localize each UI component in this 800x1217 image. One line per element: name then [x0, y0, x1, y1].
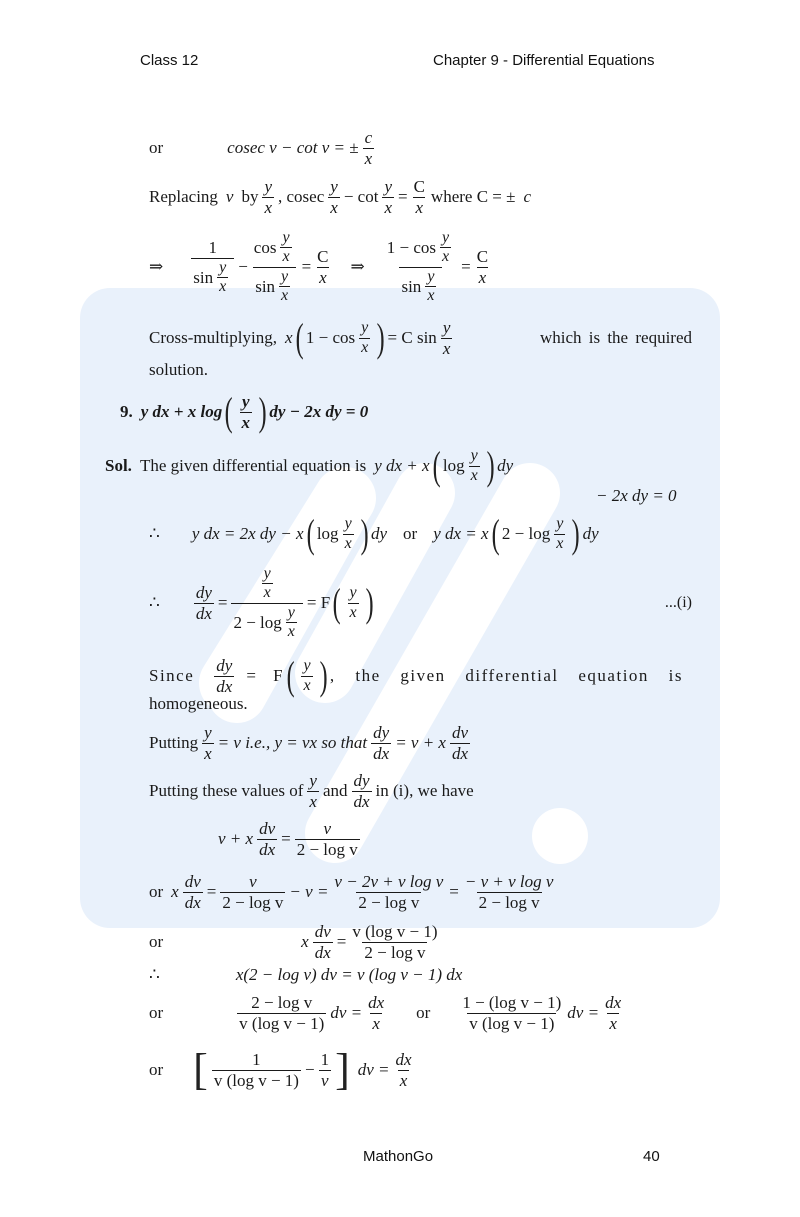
therefore-symbol: ∴ — [149, 965, 160, 984]
equals: = — [217, 593, 228, 613]
or-label: or — [403, 524, 418, 543]
equals: = — [336, 932, 347, 952]
text: y dx = x — [433, 524, 489, 543]
num: y — [361, 319, 369, 337]
solution-start: Sol. The given differential equation is y dx + x ( log $\frac{y}{x}$ ) dy — [105, 443, 514, 488]
den: x — [384, 197, 392, 217]
text: − 2x dy = 0 — [596, 486, 677, 505]
den: v — [321, 1070, 329, 1090]
den: x — [287, 623, 295, 641]
num: dv — [451, 723, 469, 742]
den: x — [281, 287, 289, 305]
den: x — [372, 1013, 380, 1033]
den: x — [330, 197, 338, 217]
text: cos — [253, 238, 277, 258]
num: y — [349, 584, 357, 602]
text: where C = ± — [430, 187, 516, 207]
text: sin — [193, 267, 214, 287]
num: y — [427, 267, 435, 285]
question-9: 9. y dx + x log ( $\frac{y}{x}$ ) dy − 2x dy = 0 — [120, 389, 369, 435]
line-therefore-3 — [149, 965, 462, 985]
text: in (i), we have — [375, 781, 474, 801]
line-v-plus-x — [218, 819, 364, 859]
text: and — [322, 781, 348, 801]
numerator: c — [364, 128, 373, 147]
implies-symbol: ⇒ — [149, 257, 164, 277]
var-x: x — [301, 932, 309, 952]
den: 2 − log v — [358, 892, 420, 912]
text: Putting these values of — [149, 781, 304, 801]
text: homogeneous. — [149, 694, 248, 713]
den: v (log v − 1) — [469, 1013, 555, 1033]
text: − v = — [289, 882, 329, 902]
text: dy — [497, 456, 514, 475]
den: x — [442, 248, 450, 266]
den: x — [470, 466, 478, 484]
line-putting-2 — [149, 771, 474, 811]
den: x — [319, 267, 327, 287]
num: v — [249, 872, 257, 891]
den: dx — [451, 743, 469, 763]
minus: − — [304, 1060, 315, 1079]
text: log — [442, 456, 465, 475]
or-label: or — [416, 1003, 431, 1023]
den: x — [427, 287, 435, 305]
text: Cross-multiplying, — [149, 328, 277, 348]
num: dx — [395, 1049, 412, 1069]
num: y — [384, 177, 392, 196]
den: x — [219, 278, 227, 296]
den: x — [303, 676, 311, 694]
therefore-symbol: ∴ — [149, 593, 160, 613]
footer-brand: MathonGo — [363, 1148, 434, 1165]
den: dx — [184, 892, 201, 912]
den: v (log v − 1) — [239, 1013, 325, 1033]
den: x — [282, 248, 290, 266]
text: dy — [371, 524, 388, 543]
text: log — [316, 524, 339, 543]
equals: = — [461, 257, 471, 277]
num: y — [219, 258, 227, 276]
text: solution. — [149, 360, 209, 379]
text: Replacing — [149, 187, 218, 207]
text: = v + x — [395, 733, 446, 753]
num: dy — [195, 583, 212, 603]
text: 2 − log — [233, 612, 282, 632]
or-label: or — [149, 882, 164, 902]
num: C — [413, 177, 425, 196]
den: x — [609, 1013, 617, 1033]
den: x — [344, 534, 352, 552]
line-or-2 — [149, 922, 444, 962]
line-or-3 — [149, 993, 627, 1033]
text: , the given differential equation is — [329, 666, 684, 686]
den: 2 − log v — [296, 839, 358, 859]
question-number: 9. — [120, 402, 133, 422]
equation-reference: ...(i) — [664, 594, 692, 612]
den: dx — [353, 791, 370, 811]
line-putting-1 — [149, 723, 474, 763]
text: The given differential equation is — [139, 456, 367, 475]
equals: = — [281, 829, 291, 849]
text: sin — [401, 276, 422, 296]
line-cosec-cot — [149, 128, 378, 168]
text: dv = — [330, 1003, 363, 1023]
var-v: v — [225, 187, 234, 207]
den: x — [263, 584, 271, 602]
den: dx — [195, 603, 212, 623]
num: dv — [314, 922, 331, 941]
text: x(2 − log v) dv = v (log v − 1) dx — [235, 965, 463, 984]
line-cross-multiplying: Cross-multiplying, x ( 1 − cos $\frac{y}{x}$ ) = C sin $\frac{y}{x}$ which is the required — [149, 315, 692, 361]
expression: cosec v − cot v = ± — [227, 138, 359, 158]
den: x — [556, 534, 564, 552]
var-x: x — [171, 882, 179, 902]
den: v (log v − 1) — [213, 1070, 299, 1090]
header-chapter-title: Chapter 9 - Differential Equations — [433, 52, 655, 69]
text: sin — [255, 276, 276, 296]
num: 2 − log v — [251, 993, 313, 1012]
var-x: x — [284, 328, 293, 348]
text: 1 − cos — [386, 238, 437, 258]
text: − cot — [343, 187, 379, 207]
line-therefore-2: ∴ $\frac{dy}{dx}$ = $\frac{y}{x}$ 2 − log $\frac{y}{x}$ = F ( $\frac{y}{x}$ ) ...(i) — [149, 565, 692, 641]
equals: = — [449, 882, 459, 902]
text: dv = — [357, 1060, 390, 1079]
den: x — [264, 197, 273, 217]
num: v (log v − 1) — [352, 922, 438, 941]
num: y — [262, 565, 273, 584]
therefore-symbol: ∴ — [149, 524, 160, 543]
num: y — [330, 177, 338, 196]
equals: = — [397, 187, 408, 207]
num: dv — [184, 872, 201, 891]
denominator: x — [364, 148, 373, 168]
num: y — [204, 723, 212, 742]
text: which is the required — [539, 328, 692, 348]
text: = F — [306, 593, 331, 613]
den: x — [442, 338, 451, 358]
line-homogeneous — [149, 694, 248, 714]
implies-symbol: ⇒ — [350, 257, 365, 277]
den: dx — [216, 676, 233, 696]
num: y — [242, 392, 250, 411]
num: C — [317, 247, 329, 267]
num: y — [264, 177, 273, 196]
den: 2 − log v — [222, 892, 284, 912]
num: dy — [373, 723, 390, 742]
text: y dx = 2x dy − x — [191, 524, 304, 543]
text: v + x — [218, 829, 254, 849]
equals: = — [301, 257, 312, 277]
num: y — [309, 771, 317, 790]
num: y — [470, 447, 478, 465]
num: 1 — [252, 1049, 261, 1069]
text: = F — [246, 666, 285, 686]
num: dv — [259, 819, 276, 838]
den: x — [399, 1070, 408, 1090]
den: x — [361, 338, 369, 356]
var-c: c — [523, 187, 532, 207]
num: y — [440, 229, 451, 248]
num: − v + v log v — [464, 872, 554, 891]
text: 1 − cos — [305, 328, 356, 348]
text: Putting — [149, 733, 199, 753]
text: y dx + x — [374, 456, 430, 475]
or-label: or — [149, 138, 164, 158]
text: by — [241, 187, 259, 207]
num: 1 — [320, 1049, 330, 1069]
den: x — [241, 412, 251, 432]
den: dx — [314, 942, 331, 962]
den: 2 − log v — [478, 892, 540, 912]
num: v — [323, 819, 331, 838]
line-solution — [149, 360, 208, 380]
line-or-4: or [ $\frac{1}{\text{v (log v − 1)}}$ − $\frac{1}{v}$ ] dv = $\frac{dx}{x}$ — [149, 1045, 412, 1094]
text: = v i.e., y = vx so that — [217, 733, 368, 753]
den: 2 − log v — [364, 942, 426, 962]
num: y — [287, 603, 295, 621]
header-class-label: Class 12 — [140, 52, 199, 69]
or-label: or — [149, 1003, 164, 1023]
den: dx — [373, 743, 390, 763]
text: Since — [149, 666, 195, 686]
den: x — [204, 743, 212, 763]
line-implies — [149, 229, 494, 306]
num: dy — [216, 656, 233, 675]
text: 2 − log — [501, 524, 551, 543]
num: 1 − (log v − 1) — [462, 993, 562, 1012]
den: x — [415, 197, 424, 217]
den: x — [349, 603, 357, 621]
den: x — [478, 267, 487, 287]
num: y — [280, 229, 291, 248]
line-or-1 — [149, 872, 559, 912]
or-label: or — [149, 1060, 164, 1079]
num: y — [303, 657, 311, 675]
line-replacing — [149, 177, 531, 217]
num: y — [442, 318, 451, 337]
den: dx — [259, 839, 276, 859]
num: v − 2v + v log v — [334, 872, 444, 891]
text: dy — [582, 524, 599, 543]
text: y dx + x log — [140, 402, 223, 422]
equals: = — [206, 882, 217, 902]
page-number: 40 — [643, 1148, 660, 1165]
num: dy — [353, 771, 370, 790]
text: = C sin — [387, 328, 437, 348]
line-since: Since $\frac{dy}{dx}$ = F ( $\frac{y}{x}$ ) , the given differential equation is — [149, 653, 684, 699]
num: y — [281, 267, 289, 285]
line-therefore-1: ∴ y dx = 2x dy − x ( log $\frac{y}{x}$ ) dy or y dx = x ( 2 − log $\frac{y}{x}$ ) dy — [149, 511, 599, 556]
num: y — [556, 515, 564, 533]
sol-label: Sol. — [105, 456, 132, 475]
den: x — [309, 791, 317, 811]
or-label: or — [149, 932, 164, 952]
num: y — [344, 515, 352, 533]
text: , cosec — [278, 187, 325, 207]
minus: − — [238, 257, 248, 277]
num: dx — [605, 993, 622, 1012]
num: dx — [368, 993, 385, 1012]
num: 1 — [208, 238, 217, 258]
text: dy − 2x dy = 0 — [269, 402, 369, 422]
solution-continuation — [596, 486, 677, 506]
num: C — [476, 247, 489, 267]
text: dv = — [567, 1003, 600, 1023]
